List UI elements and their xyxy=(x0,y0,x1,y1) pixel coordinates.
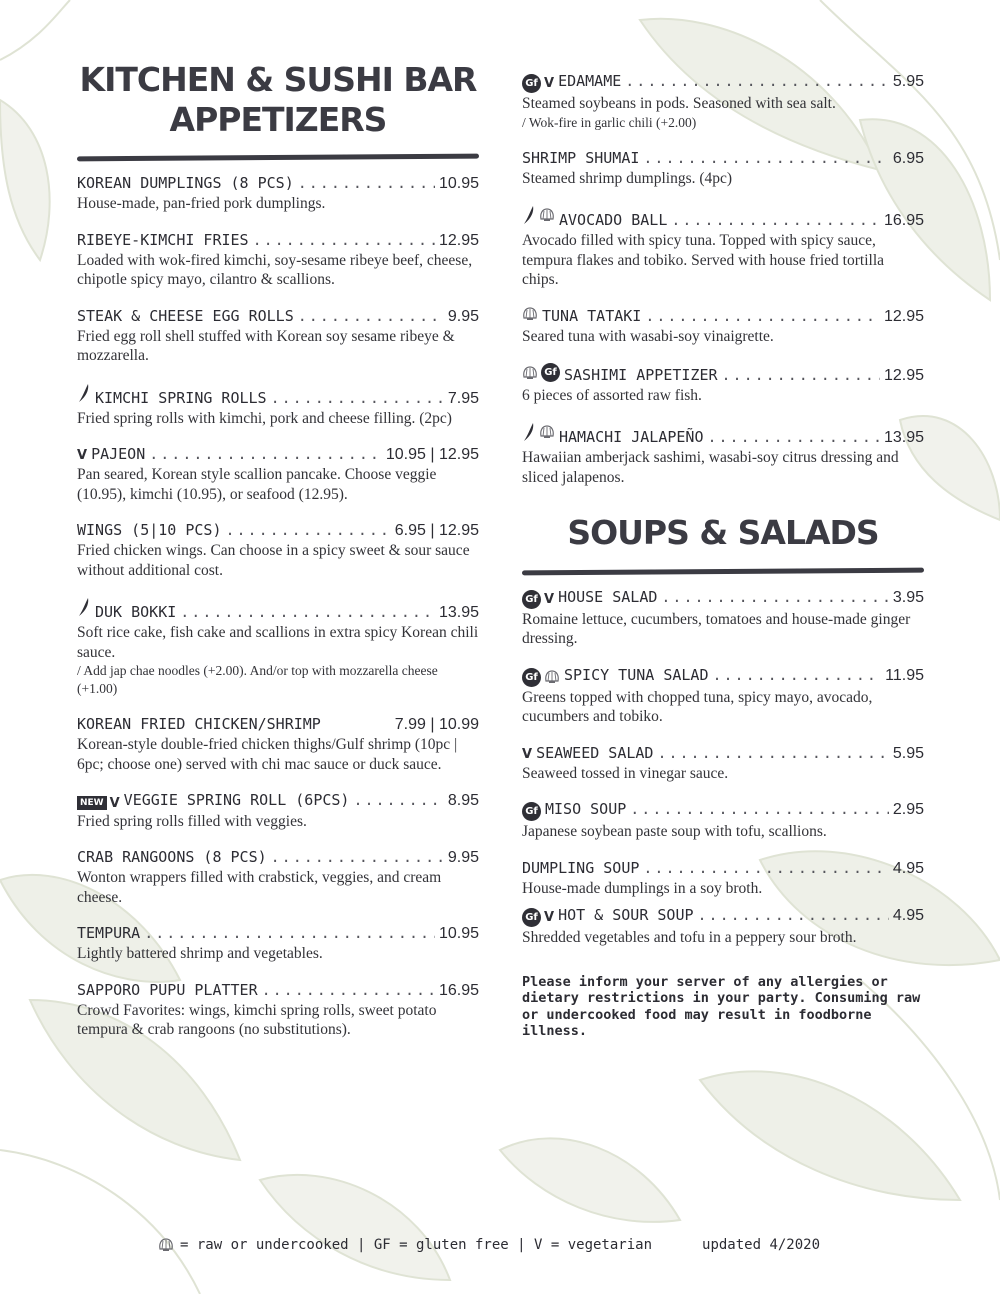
item-name: KIMCHI SPRING ROLLS xyxy=(95,388,267,407)
item-description: 6 pieces of assorted raw fish. xyxy=(522,386,702,404)
menu-item xyxy=(522,422,924,487)
item-description: Wonton wrappers filled with crabstick, veggies, and cream cheese. xyxy=(77,869,442,906)
footer-legend xyxy=(158,1237,820,1253)
item-name: TEMPURA xyxy=(77,924,141,943)
item-price: 2.95 xyxy=(892,801,924,819)
item-price: 13.95 xyxy=(438,604,479,622)
updated-date: updated 4/2020 xyxy=(702,1237,821,1253)
item-description: Fried chicken wings. Can choose in a spicy sweet & sour sauce without additional cost. xyxy=(77,542,470,579)
item-description: Soft rice cake, fish cake and scallions in extra spicy Korean chili sauce. xyxy=(77,624,479,661)
menu-item xyxy=(77,981,479,1040)
menu-item xyxy=(522,72,924,132)
item-name: WINGS (5|10 PCS) xyxy=(77,521,222,540)
item-description: Fried spring rolls with kimchi, pork and cheese filling. (2pc) xyxy=(77,409,452,427)
v-badge-icon: V xyxy=(522,746,533,762)
appetizers-column xyxy=(77,60,479,1057)
item-description: Lightly battered shrimp and vegetables. xyxy=(77,945,323,963)
item-description: Seaweed tossed in vinegar sauce. xyxy=(522,764,729,782)
item-name: SHRIMP SHUMAI xyxy=(522,148,640,167)
chili-pepper-icon xyxy=(522,205,536,225)
item-name: HOUSE SALAD xyxy=(558,587,658,606)
menu-item xyxy=(77,597,479,698)
item-price: 7.99 | 10.99 xyxy=(394,716,479,734)
item-description: Steamed soybeans in pods. Seasoned with sea salt. xyxy=(522,95,836,112)
item-price: 5.95 xyxy=(892,744,924,762)
menu-item xyxy=(77,307,479,366)
chili-pepper-icon xyxy=(77,597,91,617)
v-badge-icon: V xyxy=(109,795,120,811)
item-note: / Wok-fire in garlic chili (+2.00) xyxy=(522,114,697,130)
shell-icon xyxy=(522,307,538,321)
item-name: VEGGIE SPRING ROLL (6PCS) xyxy=(123,791,350,810)
menu-item xyxy=(522,800,924,842)
item-price: 8.95 xyxy=(447,792,479,810)
item-price: 7.95 xyxy=(447,389,479,407)
item-description: Seared tuna with wasabi-soy vinaigrette. xyxy=(522,327,774,345)
item-name: KOREAN FRIED CHICKEN/SHRIMP xyxy=(77,715,321,734)
item-price: 16.95 xyxy=(438,981,479,999)
menu-item xyxy=(77,383,479,429)
item-description: Greens topped with chopped tuna, spicy mayo, avocado, cucumbers and tobiko. xyxy=(522,688,873,726)
item-price: 5.95 xyxy=(892,73,924,90)
item-description: Steamed shrimp dumplings. (4pc) xyxy=(522,169,733,187)
shell-icon xyxy=(158,1238,174,1252)
menu-item xyxy=(77,445,479,504)
item-price: 12.95 xyxy=(438,231,479,249)
item-price: 10.95 xyxy=(438,175,479,193)
item-price: 6.95 | 12.95 xyxy=(394,522,479,540)
gf-badge-icon: Gf xyxy=(522,668,541,687)
item-name: STEAK & CHEESE EGG ROLLS xyxy=(77,306,294,325)
item-description: House-made, pan-fried pork dumplings. xyxy=(77,195,326,213)
menu-item xyxy=(77,924,479,964)
chili-pepper-icon xyxy=(522,422,536,442)
brush-divider xyxy=(522,567,924,575)
allergy-notice: Please inform your server of any allergies or dietary restrictions in your party. Consuming raw or undercooked food may result in foodborne illness. xyxy=(522,973,921,1040)
item-description: Pan seared, Korean style scallion pancake. Choose veggie (10.95), kimchi (10.95), or seafood (12.95). xyxy=(77,466,437,503)
gf-badge-icon: Gf xyxy=(541,363,560,382)
item-price: 9.95 xyxy=(447,307,479,325)
menu-item xyxy=(522,307,924,347)
item-name: PAJEON xyxy=(91,445,146,464)
item-name: DUK BOKKI xyxy=(95,603,177,622)
legend-text: = raw or undercooked | GF = gluten free | V = vegetarian xyxy=(180,1237,653,1253)
menu-item xyxy=(522,744,924,784)
item-description: Japanese soybean paste soup with tofu, scallions. xyxy=(522,823,827,841)
gf-badge-icon: Gf xyxy=(522,802,541,821)
item-name: SAPPORO PUPU PLATTER xyxy=(77,980,258,999)
item-name: RIBEYE-KIMCHI FRIES xyxy=(77,230,249,249)
item-name: AVOCADO BALL xyxy=(559,211,668,229)
v-badge-icon: V xyxy=(544,76,555,91)
gf-badge-icon: Gf xyxy=(522,590,541,609)
item-price: 12.95 xyxy=(883,307,924,325)
item-description: House-made dumplings in a soy broth. xyxy=(522,879,763,897)
item-price: 16.95 xyxy=(883,212,924,229)
menu-item xyxy=(522,205,924,290)
item-note: / Add jap chae noodles (+2.00). And/or top with mozzarella cheese (+1.00) xyxy=(77,663,438,697)
v-badge-icon: V xyxy=(544,910,555,926)
shell-icon xyxy=(544,670,560,684)
item-name: SPICY TUNA SALAD xyxy=(564,665,709,684)
menu-item xyxy=(77,231,479,290)
menu-item xyxy=(522,906,924,948)
menu-item xyxy=(522,666,924,727)
item-price: 13.95 xyxy=(883,429,924,446)
item-name: TUNA TATAKI xyxy=(542,306,642,325)
shell-icon xyxy=(539,208,555,222)
item-description: Loaded with wok-fired kimchi, soy-sesame ribeye beef, cheese, chipotle spicy mayo, cilantro & scallions. xyxy=(77,251,473,289)
item-description: Korean-style double-fried chicken thighs/Gulf shrimp (10pc | 6pc; choose one) served with chi mac sauce or duck sauce. xyxy=(77,736,458,773)
menu-item xyxy=(77,848,479,907)
item-price: 10.95 | 12.95 xyxy=(385,446,479,464)
title-line-2: APPETIZERS xyxy=(169,99,387,139)
menu-item xyxy=(522,363,924,405)
section-title-appetizers xyxy=(77,60,479,139)
item-name: HAMACHI JALAPEÑO xyxy=(559,428,704,446)
item-name: HOT & SOUR SOUP xyxy=(558,906,694,925)
item-description: Fried egg roll shell stuffed with Korean soy sesame ribeye & mozzarella. xyxy=(77,327,455,365)
sushi-and-soups-column xyxy=(522,72,924,1040)
item-price: 4.95 xyxy=(892,907,924,925)
item-name: CRAB RANGOONS (8 PCS) xyxy=(77,848,267,867)
title-line-1: KITCHEN & SUSHI BAR xyxy=(79,60,477,99)
new-badge: NEW xyxy=(77,796,107,810)
item-price: 12.95 xyxy=(883,366,924,384)
item-name: SEAWEED SALAD xyxy=(536,743,654,762)
shell-icon xyxy=(522,366,538,380)
item-description: Avocado filled with spicy tuna. Topped with spicy sauce, tempura flakes and tobiko. Served with house fried tortilla chips. xyxy=(522,232,885,288)
v-badge-icon: V xyxy=(77,448,88,464)
item-name: SASHIMI APPETIZER xyxy=(564,365,718,384)
item-description: Hawaiian amberjack sashimi, wasabi-soy citrus dressing and sliced jalapenos. xyxy=(522,449,899,486)
section-title-soups-salads: SOUPS & SALADS xyxy=(567,513,879,552)
item-price: 10.95 xyxy=(438,925,479,943)
item-name: EDAMAME xyxy=(558,72,622,90)
gf-badge-icon: Gf xyxy=(522,908,541,927)
item-name: KOREAN DUMPLINGS (8 PCS) xyxy=(77,174,294,193)
item-description: Crowd Favorites: wings, kimchi spring rolls, sweet potato tempura & crab rangoons (no substitutions). xyxy=(77,1001,437,1039)
shell-icon xyxy=(539,425,555,439)
item-description: Fried spring rolls filled with veggies. xyxy=(77,812,307,830)
menu-item xyxy=(77,521,479,580)
item-price: 4.95 xyxy=(892,859,924,877)
menu-item xyxy=(77,715,479,774)
item-name: DUMPLING SOUP xyxy=(522,858,640,877)
v-badge-icon: V xyxy=(544,591,555,607)
menu-item xyxy=(77,174,479,214)
menu-item xyxy=(522,588,924,649)
menu-item xyxy=(522,859,924,899)
item-price: 11.95 xyxy=(885,666,924,684)
item-price: 9.95 xyxy=(447,849,479,867)
chili-pepper-icon xyxy=(77,383,91,403)
menu-item xyxy=(522,149,924,189)
item-price: 3.95 xyxy=(892,588,924,606)
item-name: MISO SOUP xyxy=(545,800,627,819)
gf-badge-icon: Gf xyxy=(522,74,541,93)
item-description: Romaine lettuce, cucumbers, tomatoes and house-made ginger dressing. xyxy=(522,610,911,648)
brush-divider xyxy=(77,154,479,162)
menu-item xyxy=(77,791,479,831)
item-price: 6.95 xyxy=(892,149,924,167)
item-description: Shredded vegetables and tofu in a peppery sour broth. xyxy=(522,929,857,947)
